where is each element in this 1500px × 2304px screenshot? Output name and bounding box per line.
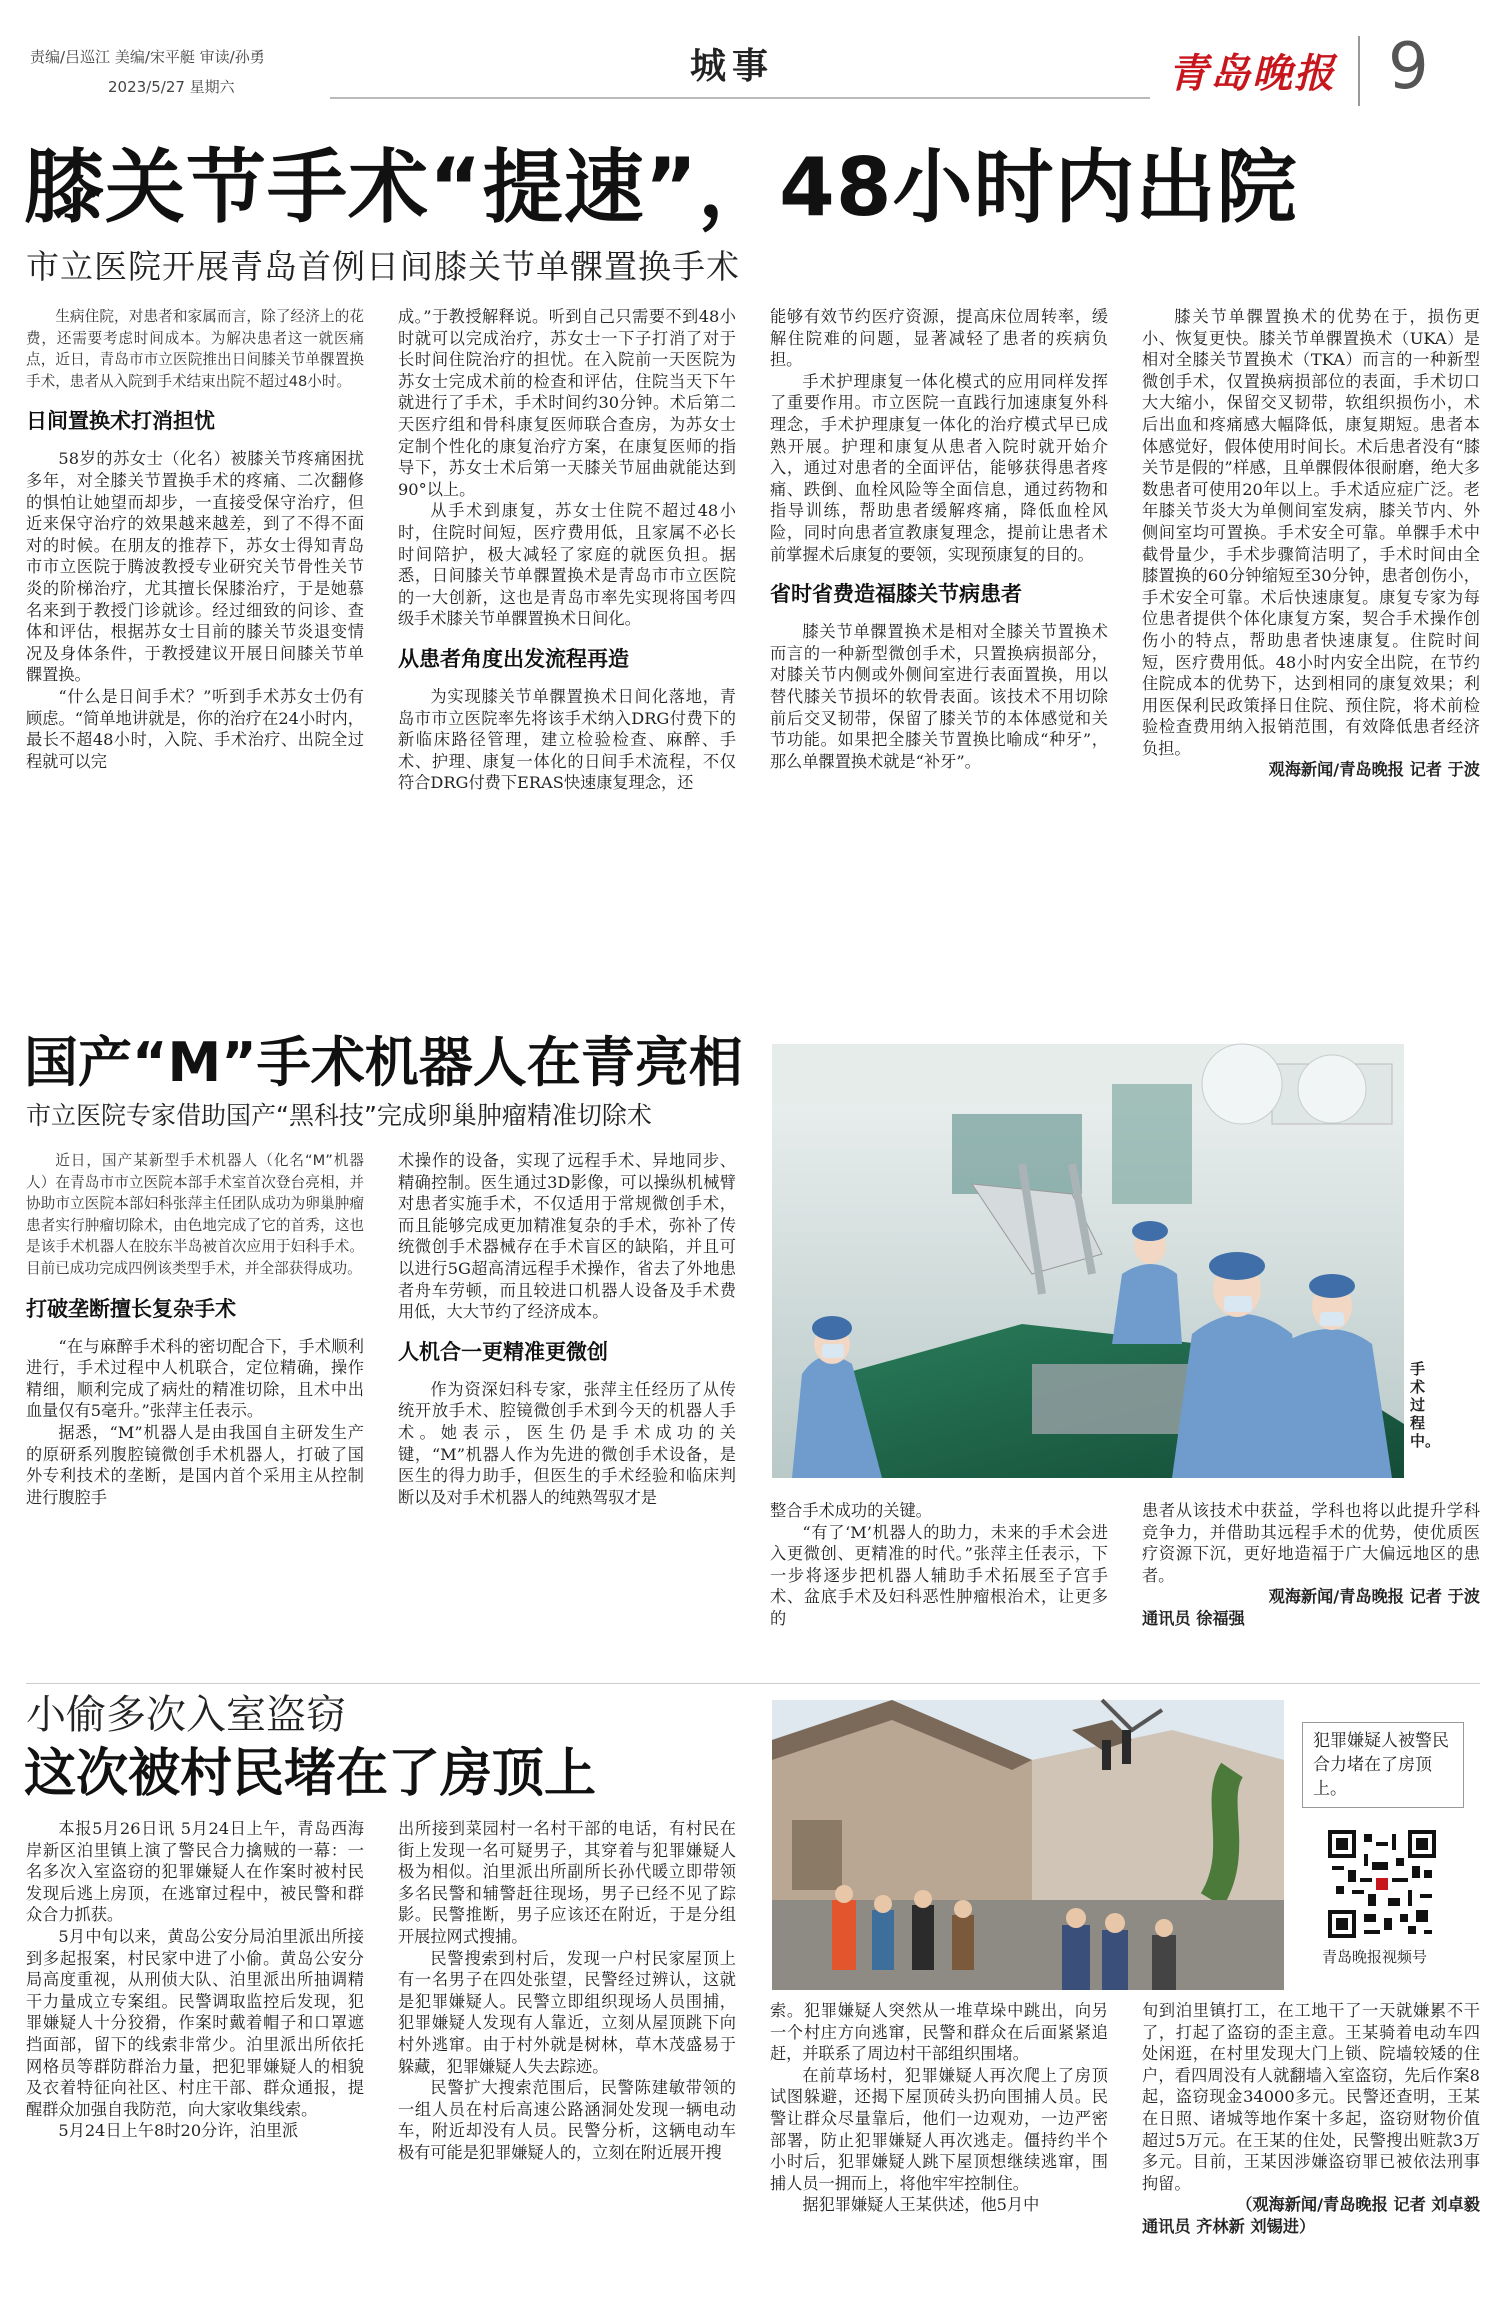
article3-paragraph: 民警搜索到村后，发现一户村民家屋顶上有一名男子在四处张望，民警经过辨认，这就是犯罪嫌疑人。民警立即组织现场人员围捕，犯罪嫌疑人发现有人靠近，立刻从屋顶跳下向村外逃窜。由于村外就是树林，草木茂盛易于躲藏，犯罪嫌疑人失去踪迹。 <box>398 1948 736 2076</box>
article1-subheadline: 市立医院开展青岛首例日间膝关节单髁置换手术 <box>26 247 740 286</box>
article3-col2 <box>398 1818 736 2294</box>
article3-byline: 通讯员 齐林新 刘锡进） <box>1142 2216 1316 2236</box>
article1-paragraph: “什么是日间手术？”听到手术苏女士仍有顾虑。“简单地讲就是，你的治疗在24小时内，最长不超48小时，入院、手术治疗、出院全过程就可以完 <box>26 686 364 771</box>
section-divider <box>26 1683 1480 1684</box>
article2-sec2-title: 人机合一更精准更微创 <box>398 1339 608 1364</box>
article1-paragraph: 从手术到康复，苏女士住院不超过48小时，住院时间短，医疗费用低，且家属不必长时间陪护，极大减轻了家庭的就医负担。据悉，日间膝关节单髁置换术是青岛市市立医院的一大创新，这也是青岛市率先实现将国考四级手术膝关节单髁置换术日间化。 <box>398 501 736 629</box>
article2-byline: 通讯员 徐福强 <box>1142 1608 1245 1628</box>
article3-kicker: 小偷多次入室盗窃 <box>26 1692 346 1738</box>
article1-paragraph: 手术护理康复一体化模式的应用同样发挥了重要作用。市立医院一直践行加速康复外科理念，手术护理康复一体化的治疗模式早已成熟开展。护理和康复从患者入院时就开始介入，通过对患者的全面评估，能够获得患者疼痛、跌倒、血栓风险等全面信息，通过药物和指导训练，帮助患者缓解疼痛，降低血栓风险，同时向患者宣教康复理念，提前让患者术前掌握术后康复的要领，实现预康复的目的。 <box>770 371 1108 564</box>
article2-paragraph: 患者从该技术中获益，学科也将以此提升学科竞争力，并借助其远程手术的优势，使优质医疗资源下沉，更好地造福于广大偏远地区的患者。 <box>1142 1501 1480 1585</box>
article1-paragraph: 成。”于教授解释说。听到自己只需要不到48小时就可以完成治疗，苏女士一下子打消了对于长时间住院治疗的担忧。在入院前一天医院为苏女士完成术前的检查和评估，住院当天下午就进行了手术，手术时间约30分钟。术后第二天医疗组和骨科康复医师联合查房，为苏女士定制个性化的康复治疗方案，在康复医师的指导下，苏女士术后第一天膝关节屈曲就能达到90°以上。 <box>398 307 736 499</box>
article3-paragraph: 5月24日上午8时20分许，泊里派 <box>58 2121 299 2141</box>
article1-headline: 膝关节手术“提速”，48小时内出院 <box>24 141 1298 234</box>
qr-code-icon <box>1328 1830 1436 1938</box>
header-divider <box>1358 36 1360 106</box>
article1-lead: 生病住院，对患者和家属而言，除了经济上的花费，还需要考虑时间成本。为解决患者这一就医痛点，近日，青岛市市立医院推出日间膝关节单髁置换手术，患者从入院到手术结束出院不超过48小时。 <box>26 308 364 390</box>
editors-line: 责编/吕巡江 美编/宋平艇 审读/孙勇 <box>30 48 265 66</box>
article2-col1 <box>26 1150 364 1610</box>
article1-paragraph: 58岁的苏女士（化名）被膝关节疼痛困扰多年，对全膝关节置换手术的疼痛、二次翻修的惧怕让她望而却步，一直接受保守治疗，但近来保守治疗的效果越来越差，到了不得不面对的时候。在朋友的推荐下，苏女士得知青岛市市立医院于腾波教授专业研究关节骨性关节炎的阶梯治疗，尤其擅长保膝治疗，于是她慕名来到于教授门诊就诊。经过细致的问诊、查体和评估，根据苏女士目前的膝关节炎退变情况及身体条件，于教授建议开展日间膝关节单髁置换。 <box>26 449 364 685</box>
article1-sec3-title: 省时省费造福膝关节病患者 <box>770 582 1022 607</box>
article2-paragraph: 作为资深妇科专家，张萍主任经历了从传统开放手术、腔镜微创手术到今天的机器人手术。她表示，医生仍是手术成功的关键，“M”机器人作为先进的微创手术设备，是医生的得力助手，但医生的手术经验和临床判断以及对手术机器人的纯熟驾驭才是 <box>398 1379 736 1507</box>
article1-paragraph: 膝关节单髁置换术是相对全膝关节置换术而言的一种新型微创手术，只置换病损部分，对膝关节内侧或外侧间室进行表面置换，用以替代膝关节损坏的软骨表面。该技术不用切除前后交叉韧带，保留了膝关节的本体感觉和关节功能。如果把全膝关节置换比喻成“种牙”，那么单髁置换术就是“补牙”。 <box>770 622 1108 771</box>
article2-paragraph: 据悉，“M”机器人是由我国自主研发生产的原研系列腹腔镜微创手术机器人，打破了国外专利技术的垄断，是国内首个采用主从控制进行腹腔手 <box>26 1422 364 1507</box>
article2-headline: 国产“M”手术机器人在青亮相 <box>24 1031 743 1094</box>
article1-paragraph: 为实现膝关节单髁置换术日间化落地，青岛市市立医院率先将该手术纳入DRG付费下的新临床路径管理，建立检验检查、麻醉、手术、护理、康复一体化的日间手术流程，不仅符合DRG付费下ERAS快速康复理念，还 <box>398 686 736 793</box>
article2-sec1-title: 打破垄断擅长复杂手术 <box>26 1296 236 1321</box>
article1-col2 <box>398 306 736 996</box>
issue-date: 2023/5/27 星期六 <box>108 78 235 96</box>
article2-paragraph: 术操作的设备，实现了远程手术、异地同步、精确控制。医生通过3D影像，可以操纵机械臂对患者实施手术，不仅适用于常规微创手术，而且能够完成更加精准复杂的手术，弥补了传统微创手术器械存在手术盲区的缺陷，并且可以进行5G超高清远程手术操作，省去了外地患者舟车劳顿，而且较进口机器人设备及手术费用低，大大节约了经济成本。 <box>398 1151 736 1322</box>
article3-paragraph: 民警扩大搜索范围后，民警陈建敏带领的一组人员在村后高速公路涵洞处发现一辆电动车，附近却没有人员。民警分析，这辆电动车极有可能是犯罪嫌疑人的，立刻在附近展开搜 <box>398 2078 736 2162</box>
article1-paragraph: 能够有效节约医疗资源，提高床位周转率，缓解住院难的问题，显著减轻了患者的疾病负担。 <box>770 307 1108 370</box>
article1-col3 <box>770 306 1108 996</box>
rooftop-photo-caption: 犯罪嫌疑人被警民合力堵在了房顶上。 <box>1302 1722 1464 1808</box>
article3-paragraph: 旬到泊里镇打工，在工地干了一天就嫌累不干了，打起了盗窃的歪主意。王某骑着电动车四处闲逛，在村里发现大门上锁、院墙较矮的住户，看四周没有人就翻墙入室盗窃，先后作案8起，盗窃现金34000多元。民警还查明，王某在日照、诸城等地作案十多起，盗窃财物价值超过5万元。在王某的住处，民警搜出赃款3万多元。目前，王某因涉嫌盗窃罪已被依法刑事拘留。 <box>1142 2001 1480 2193</box>
article2-paragraph: “有了‘M’机器人的助力，未来的手术会进入更微创、更精准的时代。”张萍主任表示，下一步将逐步把机器人辅助手术拓展至子宫手术、盆底手术及妇科恶性肿瘤根治术，让更多的 <box>770 1522 1108 1628</box>
article2-subheadline: 市立医院专家借助国产“黑科技”完成卵巢肿瘤精准切除术 <box>26 1101 652 1130</box>
article3-col1 <box>26 1818 364 2294</box>
surgery-photo-caption: 手术过程中。 <box>1410 1360 1441 1450</box>
surgery-photo <box>772 1044 1404 1478</box>
article2-byline: 观海新闻/青岛晚报 记者 于波 <box>1268 1587 1480 1607</box>
article2-paragraph: “在与麻醉手术科的密切配合下，手术顺利进行，手术过程中人机联合，定位精确，操作精细，顺利完成了病灶的精准切除，且术中出血量仅有5毫升。”张萍主任表示。 <box>26 1336 364 1421</box>
newspaper-logo: 青岛晚报 <box>1168 50 1336 97</box>
article2-col2 <box>398 1150 736 1610</box>
rooftop-scene <box>772 1700 1284 1990</box>
article1-byline: 观海新闻/青岛晚报 记者 于波 <box>1268 760 1480 780</box>
article3-col4 <box>1142 2000 1480 2294</box>
article2-col4 <box>1142 1500 1480 1628</box>
qr-code[interactable] <box>1328 1830 1436 1938</box>
article1-col4 <box>1142 306 1480 996</box>
article2-lead: 近日，国产某新型手术机器人（化名“M”机器人）在青岛市市立医院本部手术室首次登台亮相，并协助市立医院本部妇科张萍主任团队成功为卵巢肿瘤患者实行肿瘤切除术，由色地完成了它的首秀，这也是该手术机器人在胶东半岛被首次应用于妇科手术。目前已成功完成四例该类型手术，并全部获得成功。 <box>26 1152 364 1277</box>
article3-headline: 这次被村民堵在了房顶上 <box>24 1744 597 1804</box>
article3-paragraph: 本报5月26日讯 5月24日上午，青岛西海岸新区泊里镇上演了警民合力擒贼的一幕：一名多次入室盗窃的犯罪嫌疑人在作案时被村民发现后逃上房顶，在逃窜过程中，被民警和群众合力抓获。 <box>26 1819 364 1925</box>
page-number: 9 <box>1388 30 1429 104</box>
article3-paragraph: 出所接到菜园村一名村干部的电话，有村民在街上发现一名可疑男子，其穿着与犯罪嫌疑人极为相似。泊里派出所副所长孙代暖立即带领多名民警和辅警赶往现场，男子已经不见了踪影。民警推断，男子应该还在附近，于是分组开展拉网式搜捕。 <box>398 1819 736 1946</box>
section-name: 城事 <box>690 46 775 87</box>
article3-byline: （观海新闻/青岛晚报 记者 刘卓毅 <box>1236 2195 1480 2215</box>
article3-paragraph: 索。犯罪嫌疑人突然从一堆草垛中跳出，向另一个村庄方向逃窜，民警和群众在后面紧紧追赶，并联系了周边村干部组织围堵。 <box>770 2001 1108 2064</box>
article1-col1 <box>26 306 364 996</box>
article2-paragraph: 整合手术成功的关键。 <box>770 1501 932 1520</box>
article1-sec2-title: 从患者角度出发流程再造 <box>398 646 629 671</box>
article3-paragraph: 5月中旬以来，黄岛公安分局泊里派出所接到多起报案，村民家中进了小偷。黄岛公安分局高度重视，从刑侦大队、泊里派出所抽调精干力量成立专案组。民警调取监控后发现，犯罪嫌疑人十分狡猾，作案时戴着帽子和口罩遮挡面部，留下的线索非常少。泊里派出所依托网格员等群防群治力量，把犯罪嫌疑人的相貌及衣着特征向社区、村庄干部、群众通报，提醒群众加强自我防范，向大家收集线索。 <box>26 1926 364 2119</box>
article3-paragraph: 据犯罪嫌疑人王某供述，他5月中 <box>802 2195 1040 2215</box>
article1-sec1-title: 日间置换术打消担忧 <box>26 409 215 434</box>
surgery-scene <box>772 1044 1404 1478</box>
article3-paragraph: 在前草场村，犯罪嫌疑人再次爬上了房顶试图躲避，还揭下屋顶砖头扔向围捕人员。民警让群众尽量靠后，他们一边观劝，一边严密部署，防止犯罪嫌疑人再次逃走。僵持约半个小时后，犯罪嫌疑人跳下屋顶想继续逃窜，围捕人员一拥而上，将他牢牢控制住。 <box>770 2065 1108 2193</box>
article1-paragraph: 膝关节单髁置换术的优势在于，损伤更小、恢复更快。膝关节单髁置换术（UKA）是相对全膝关节置换术（TKA）而言的一种新型微创手术，仅置换病损部位的表面，手术切口大大缩小，保留交叉韧带，软组织损伤小，术后出血和疼痛感大幅降低，康复期短。患者本体感觉好，假体使用时间长。术后患者没有“膝关节是假的”样感，且单髁假体很耐磨，绝大多数患者可使用20年以上。手术适应症广泛。老年膝关节炎大为单侧间室发病，膝关节内、外侧间室均可置换。手术安全可靠。单髁手术中截骨量少，手术步骤简洁明了，手术时间由全膝置换的60分钟缩短至30分钟，患者创伤小，手术安全可靠。术后快速康复。康复专家为每位患者提供个体化康复方案，契合手术操作创伤小的特点，帮助患者快速康复。住院时间短，医疗费用低。48小时内安全出院，在节约住院成本的优势下，达到相同的康复效果；利用医保利民政策择日住院、预住院，将术前检验检查费用纳入报销范围，有效降低患者经济负担。 <box>1142 307 1480 758</box>
rooftop-photo <box>772 1700 1284 1990</box>
article2-col3 <box>770 1500 1108 1628</box>
article3-col3 <box>770 2000 1108 2294</box>
header-rule <box>330 97 1150 99</box>
qr-caption: 青岛晚报视频号 <box>1322 1948 1428 1966</box>
